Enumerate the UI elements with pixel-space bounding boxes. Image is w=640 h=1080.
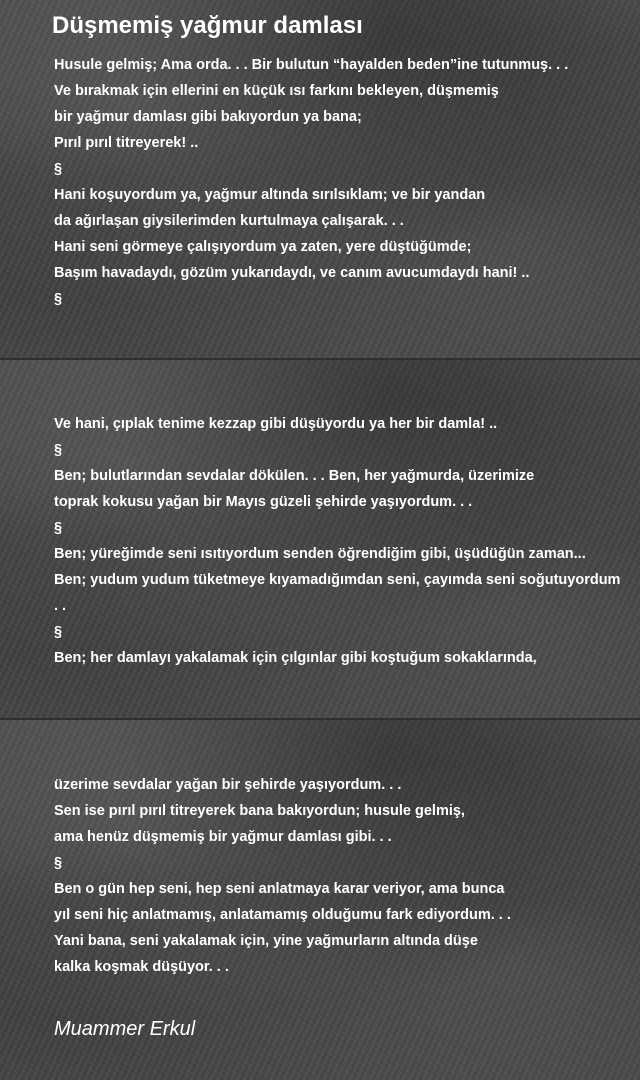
section-mark: §: [54, 291, 63, 307]
poem-line: toprak kokusu yağan bir Mayıs güzeli şehirde yaşıyordum. . .: [54, 494, 473, 510]
poem-line: Husule gelmiş; Ama orda. . . Bir bulutun “hayalden beden”ine tutunmuş. . .: [54, 57, 569, 73]
poem-line: yıl seni hiç anlatmamış, anlatamamış olduğumu fark ediyordum. . .: [54, 907, 511, 923]
section-mark: §: [54, 520, 63, 536]
poem-stanza-1: [54, 52, 640, 312]
poem-line: üzerime sevdalar yağan bir şehirde yaşıyordum. . .: [54, 777, 402, 793]
poem-line: Ben; bulutlarından sevdalar dökülen. . . Ben, her yağmurda, üzerimize: [54, 468, 535, 484]
poem-stanza-2: [54, 411, 640, 671]
poem-panel-3: [0, 720, 640, 1080]
poem-line: . .: [54, 598, 67, 614]
poem-line: Hani seni görmeye çalışıyordum ya zaten, yere düştüğümde;: [54, 239, 472, 255]
poem-line: Başım havadaydı, gözüm yukarıdaydı, ve canım avucumdaydı hani! ..: [54, 265, 530, 281]
poem-panel-1: [0, 0, 640, 358]
poem-line: Ben o gün hep seni, hep seni anlatmaya karar veriyor, ama bunca: [54, 881, 505, 897]
poem-line: Pırıl pırıl titreyerek! ..: [54, 135, 199, 151]
poem-line: Ben; yudum yudum tüketmeye kıyamadığımdan seni, çayımda seni soğutuyordum: [54, 572, 621, 588]
poem-title: Düşmemiş yağmur damlası: [52, 12, 363, 39]
poem-line: kalka koşmak düşüyor. . .: [54, 959, 229, 975]
poem-line: Hani koşuyordum ya, yağmur altında sırılsıklam; ve bir yandan: [54, 187, 486, 203]
section-mark: §: [54, 161, 63, 177]
poem-line: Ben; her damlayı yakalamak için çılgınlar gibi koştuğum sokaklarında,: [54, 650, 537, 666]
poem-author: Muammer Erkul: [54, 1018, 196, 1040]
poem-panel-2: [0, 360, 640, 718]
poem-stanza-3: [54, 772, 640, 980]
poem-line: Ve hani, çıplak tenime kezzap gibi düşüyordu ya her bir damla! ..: [54, 416, 498, 432]
poem-line: Sen ise pırıl pırıl titreyerek bana bakıyordun; husule gelmiş,: [54, 803, 465, 819]
poem-line: Ve bırakmak için ellerini en küçük ısı farkını bekleyen, düşmemiş: [54, 83, 499, 99]
poem-line: Ben; yüreğimde seni ısıtıyordum senden öğrendiğim gibi, üşüdüğün zaman...: [54, 546, 586, 562]
poem-line: Yani bana, seni yakalamak için, yine yağmurların altında düşe: [54, 933, 478, 949]
poem-line: ama henüz düşmemiş bir yağmur damlası gibi. . .: [54, 829, 392, 845]
poem-line: da ağırlaşan giysilerimden kurtulmaya çalışarak. . .: [54, 213, 404, 229]
section-mark: §: [54, 442, 63, 458]
section-mark: §: [54, 624, 63, 640]
section-mark: §: [54, 855, 63, 871]
poem-line: bir yağmur damlası gibi bakıyordun ya bana;: [54, 109, 362, 125]
